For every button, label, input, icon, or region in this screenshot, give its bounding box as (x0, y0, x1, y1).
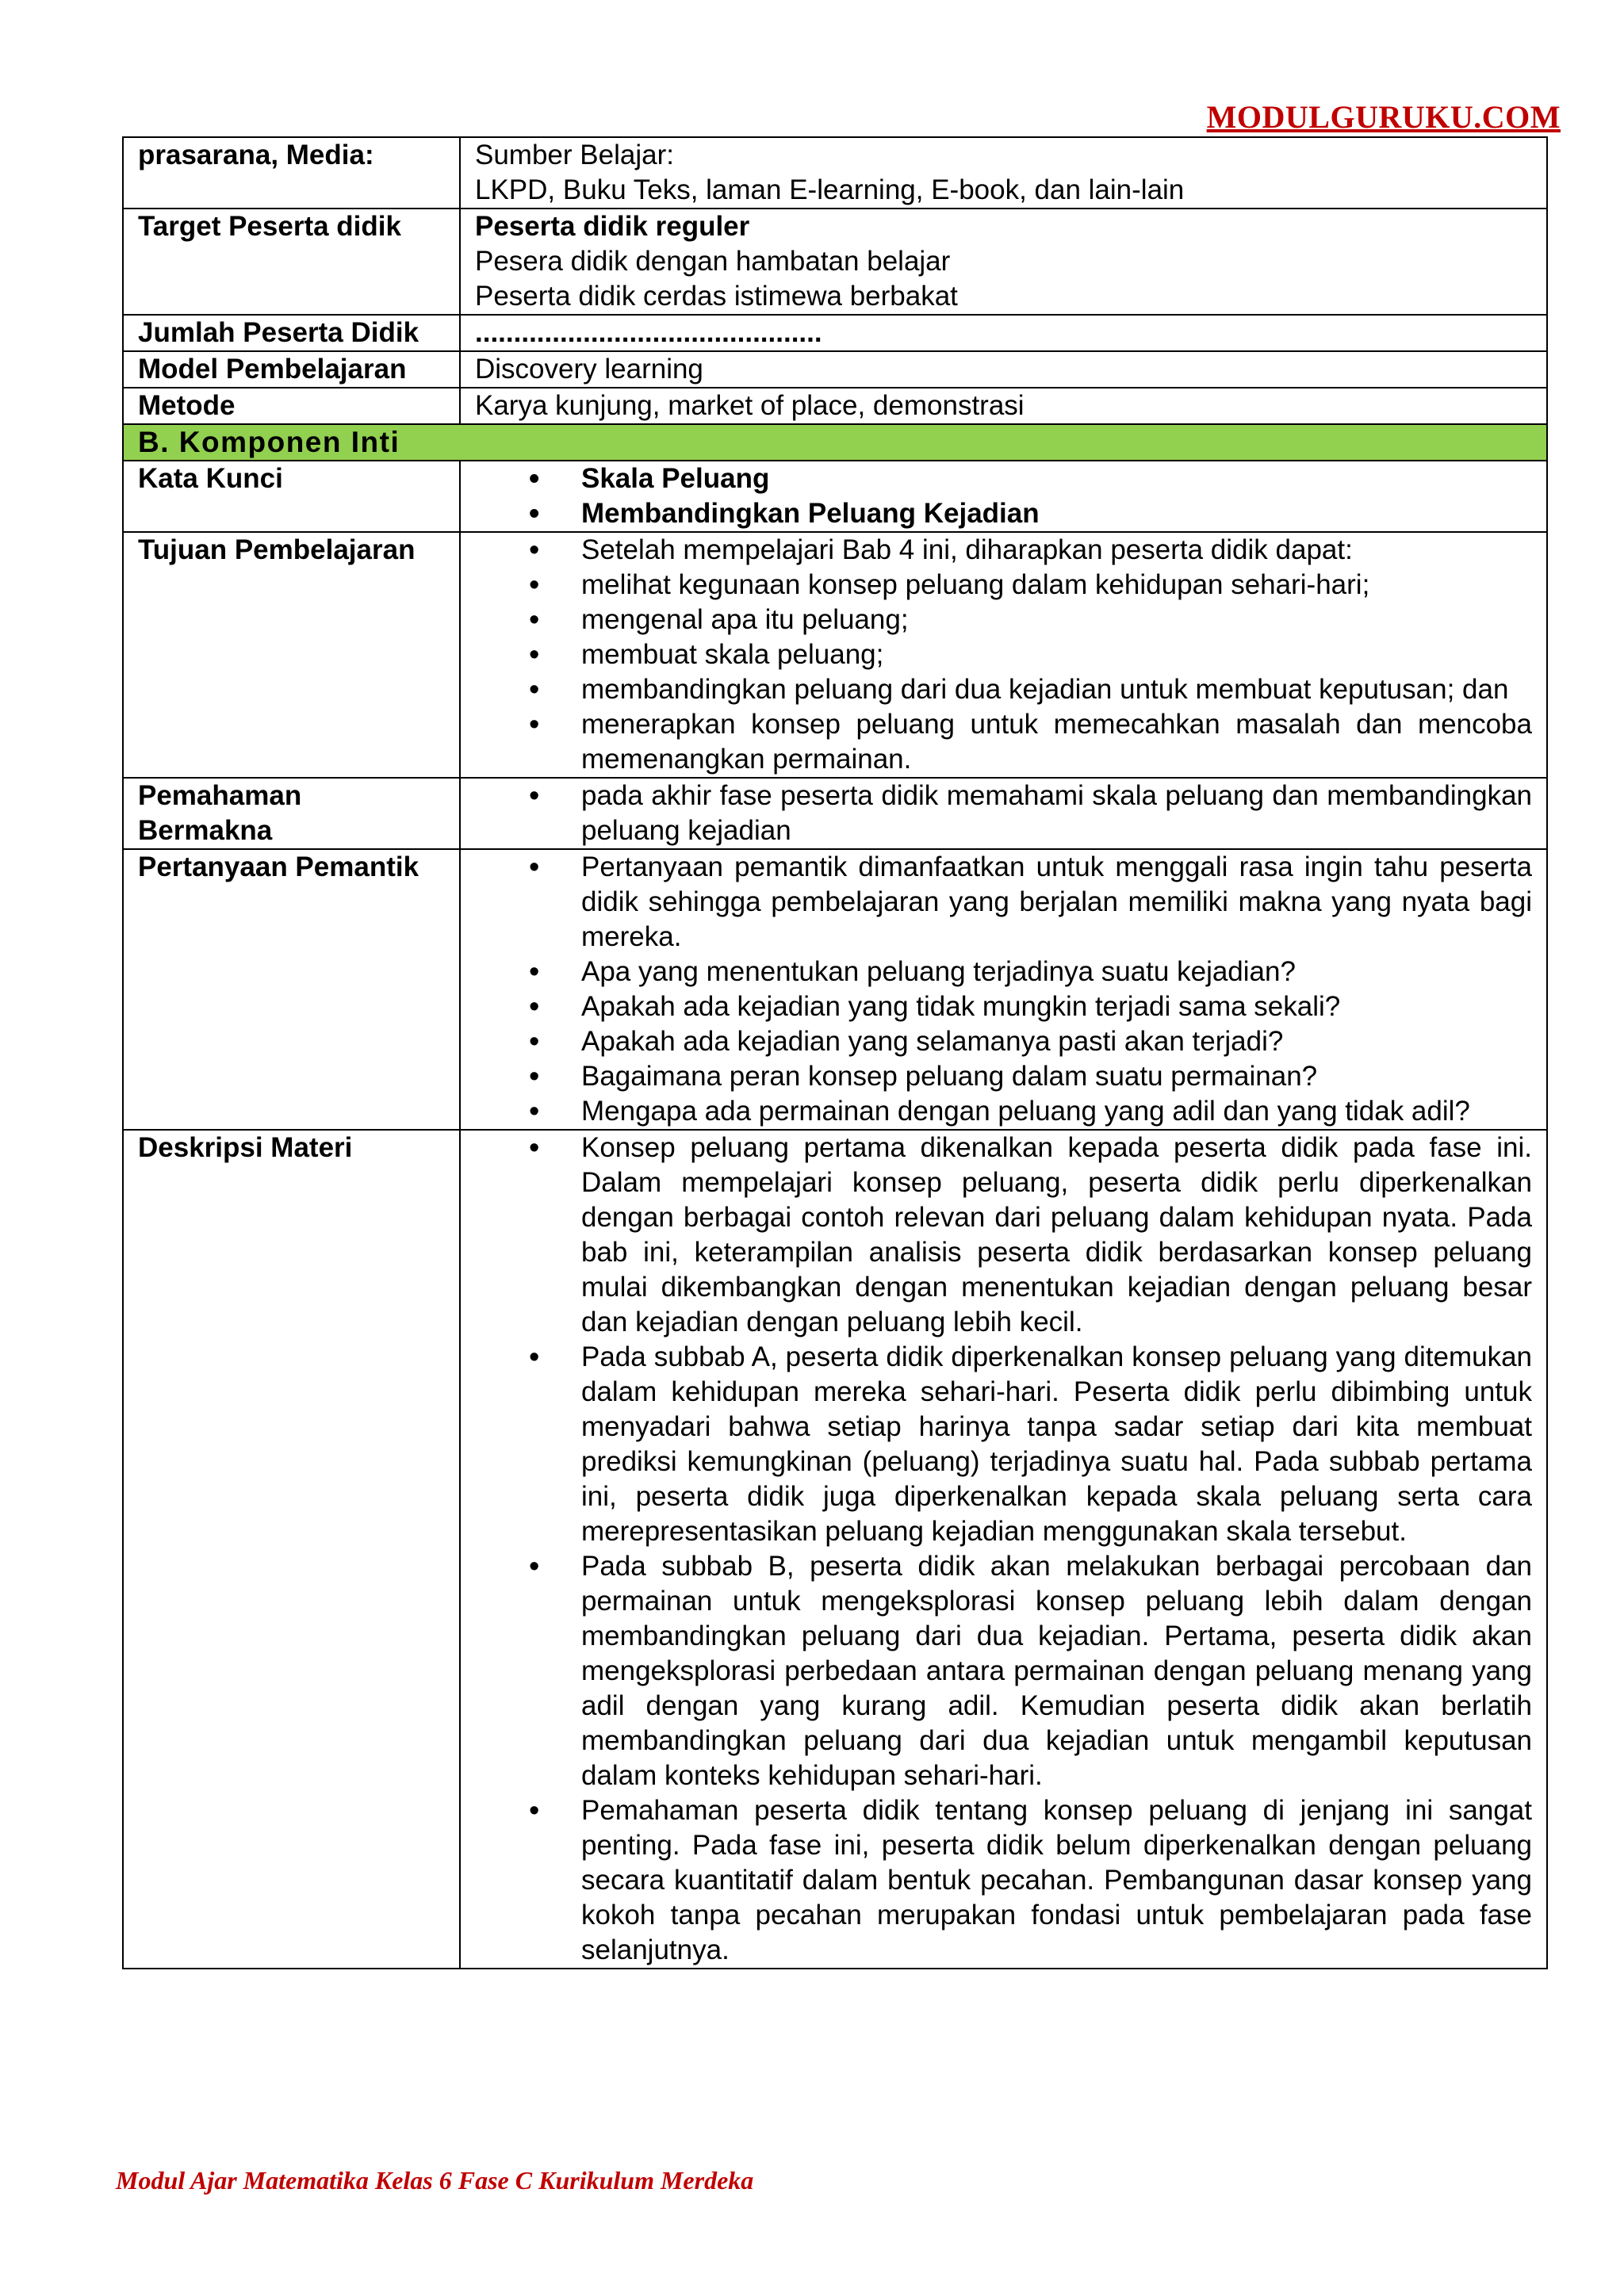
list-item: • Pada subbab A, peserta didik diperkenalkan konsep peluang yang ditemukan dalam kehidupan mereka sehari-hari. Peserta didik perlu dibimbing untuk menyadari bahwa setiap harinya tanpa sadar setiap dari kita membuat prediksi kemungkinan (peluang) terjadinya suatu hal. Pada subbab pertama ini, peserta didik juga diperkenalkan kepada skala peluang serta cara merepresentasikan peluang kejadian menggunakan skala tersebut. (475, 1340, 1532, 1549)
list-item: • Apakah ada kejadian yang tidak mungkin terjadi sama sekali? (475, 989, 1532, 1024)
target-line: Peserta didik reguler (475, 211, 750, 242)
deskripsi-list (475, 1131, 1532, 1968)
list-item: • Setelah mempelajari Bab 4 ini, diharapkan peserta didik dapat: (475, 533, 1532, 568)
sarana-line: LKPD, Buku Teks, laman E-learning, E-book, dan lain-lain (475, 174, 1185, 205)
model-label: Model Pembelajaran (123, 351, 460, 388)
row-tujuan (123, 532, 1547, 778)
deskripsi-list-cell (460, 1130, 1547, 1969)
row-sarana (123, 137, 1547, 209)
row-pertanyaan (123, 849, 1547, 1130)
kata-kunci-label: Kata Kunci (123, 461, 460, 532)
row-model (123, 351, 1547, 388)
site-link[interactable]: MODULGURUKU.COM (1206, 99, 1561, 135)
pemahaman-label-line: Bermakna (138, 815, 273, 846)
pemahaman-label-line: Pemahaman (138, 780, 302, 811)
metode-value: Karya kunjung, market of place, demonstrasi (460, 388, 1547, 424)
module-table (122, 136, 1548, 1969)
tujuan-label: Tujuan Pembelajaran (123, 532, 460, 778)
row-kata-kunci (123, 461, 1547, 532)
list-item: • Pemahaman peserta didik tentang konsep peluang di jenjang ini sangat penting. Pada fase ini, peserta didik belum diperkenalkan dengan peluang secara kuantitatif dalam bentuk pecahan. Pembangunan dasar konsep yang kokoh tanpa pecahan merupakan fondasi untuk pembelajaran pada fase selanjutnya. (475, 1793, 1532, 1968)
list-item: • melihat kegunaan konsep peluang dalam kehidupan sehari-hari; (475, 568, 1532, 603)
section-title: B. Komponen Inti (123, 424, 1547, 461)
sarana-label: prasarana, Media: (138, 140, 374, 170)
tujuan-list (475, 533, 1532, 777)
list-item: • Pertanyaan pemantik dimanfaatkan untuk menggali rasa ingin tahu peserta didik sehingga pembelajaran yang berjalan memiliki makna yang nyata bagi mereka. (475, 850, 1532, 955)
list-item: • Apa yang menentukan peluang terjadinya suatu kejadian? (475, 955, 1532, 989)
target-label: Target Peserta didik (138, 211, 401, 242)
kata-kunci-list (475, 461, 1532, 531)
row-label (123, 209, 460, 315)
row-pemahaman (123, 778, 1547, 849)
section-header (123, 424, 1547, 461)
list-item: • mengenal apa itu peluang; (475, 603, 1532, 637)
list-item: • Bagaimana peran konsep peluang dalam suatu permainan? (475, 1059, 1532, 1094)
pertanyaan-label: Pertanyaan Pemantik (123, 849, 460, 1130)
deskripsi-label: Deskripsi Materi (123, 1130, 460, 1969)
row-deskripsi (123, 1130, 1547, 1969)
list-item: • menerapkan konsep peluang untuk memecahkan masalah dan mencoba memenangkan permainan. (475, 707, 1532, 777)
row-value (460, 137, 1547, 209)
model-value: Discovery learning (460, 351, 1547, 388)
row-jumlah (123, 315, 1547, 351)
list-item: • pada akhir fase peserta didik memahami skala peluang dan membandingkan peluang kejadian (475, 779, 1532, 848)
jumlah-label: Jumlah Peserta Didik (123, 315, 460, 351)
footer-text: Modul Ajar Matematika Kelas 6 Fase C Kurikulum Merdeka (116, 2166, 754, 2195)
pertanyaan-list-cell (460, 849, 1547, 1130)
list-item: • membandingkan peluang dari dua kejadian untuk membuat keputusan; dan (475, 672, 1532, 707)
row-target (123, 209, 1547, 315)
list-item: • Membandingkan Peluang Kejadian (475, 496, 1532, 531)
list-item: • Apakah ada kejadian yang selamanya pasti akan terjadi? (475, 1024, 1532, 1059)
target-line: Peserta didik cerdas istimewa berbakat (475, 281, 958, 312)
row-value (460, 209, 1547, 315)
pemahaman-list-cell (460, 778, 1547, 849)
tujuan-list-cell (460, 532, 1547, 778)
sarana-line: Sumber Belajar: (475, 140, 674, 170)
jumlah-value: ............................................. (460, 315, 1547, 351)
pemahaman-list (475, 779, 1532, 848)
list-item: • Skala Peluang (475, 461, 1532, 496)
pemahaman-label (123, 778, 460, 849)
list-item: • Konsep peluang pertama dikenalkan kepada peserta didik pada fase ini. Dalam mempelajari konsep peluang, peserta didik perlu diperkenalkan dengan berbagai contoh relevan dari peluang dalam kehidupan nyata. Pada bab ini, keterampilan analisis peserta didik berdasarkan konsep peluang mulai dikembangkan dengan menentukan kejadian dengan peluang besar dan kejadian dengan peluang lebih kecil. (475, 1131, 1532, 1340)
row-metode (123, 388, 1547, 424)
pertanyaan-list (475, 850, 1532, 1129)
kata-kunci-list-cell (460, 461, 1547, 532)
list-item: • membuat skala peluang; (475, 637, 1532, 672)
list-item: • Mengapa ada permainan dengan peluang yang adil dan yang tidak adil? (475, 1094, 1532, 1129)
metode-label: Metode (123, 388, 460, 424)
row-label (123, 137, 460, 209)
list-item: • Pada subbab B, peserta didik akan melakukan berbagai percobaan dan permainan untuk mengeksplorasi konsep peluang lebih dalam dengan membandingkan peluang dari dua kejadian. Pertama, peserta didik akan mengeksplorasi perbedaan antara permainan dengan peluang menang yang adil dengan yang kurang adil. Kemudian peserta didik akan berlatih membandingkan peluang dari dua kejadian untuk mengambil keputusan dalam konteks kehidupan sehari-hari. (475, 1549, 1532, 1793)
target-line: Pesera didik dengan hambatan belajar (475, 246, 951, 277)
